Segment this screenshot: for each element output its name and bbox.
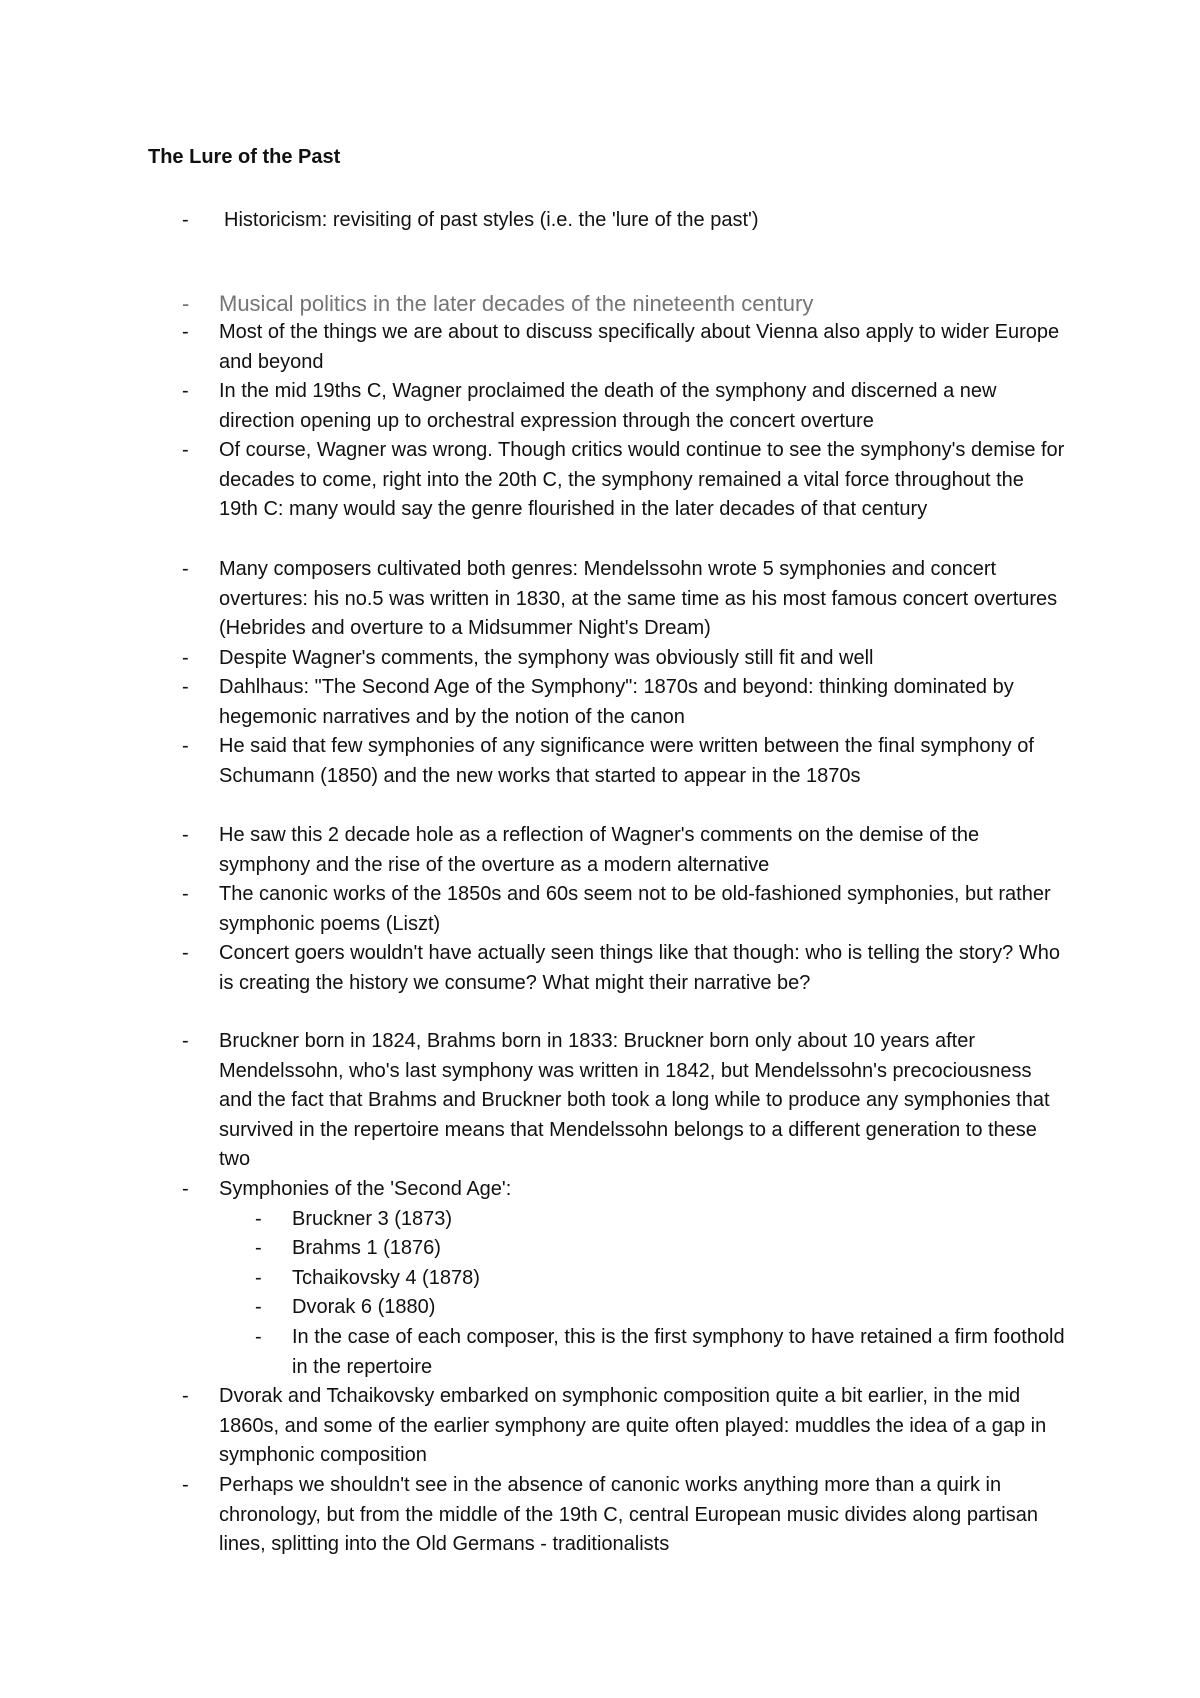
list-item <box>148 880 1068 939</box>
list-item <box>148 206 1068 236</box>
list-item-text: Bruckner born in 1824, Brahms born in 1833: Bruckner born only about 10 years after Mendelssohn, who's last symphony was written in 1842, but Mendelssohn's precociousness and the fact that Brahms and Bruckner both took a long while to produce any symphonies that survived in the repertoire means that Mendelssohn belongs to a different generation to these two <box>219 1030 1050 1170</box>
bullet-dash: - <box>182 1178 189 1200</box>
sub-list-item <box>148 1323 1068 1382</box>
bullet-dash: - <box>255 1296 262 1318</box>
bullet-dash: - <box>182 558 189 580</box>
list-item <box>148 1175 1068 1205</box>
list-item <box>148 1382 1068 1471</box>
list-item-text: He saw this 2 decade hole as a reflection of Wagner's comments on the demise of the symphony and the rise of the overture as a modern alternative <box>219 824 980 876</box>
bullet-dash: - <box>182 209 189 231</box>
bullet-dash: - <box>255 1237 262 1259</box>
list-item <box>148 377 1068 436</box>
bullet-dash: - <box>255 1267 262 1289</box>
list-item <box>148 732 1068 791</box>
list-item <box>148 436 1068 525</box>
list-item-text: Dahlhaus: "The Second Age of the Symphony": 1870s and beyond: thinking dominated by hegemonic narratives and by the notion of the canon <box>219 676 1014 728</box>
list-item-text: Of course, Wagner was wrong. Though critics would continue to see the symphony's demise for decades to come, right into the 20th C, the symphony remained a vital force throughout the 19th C: many would say the genre flourished in the later decades of that century <box>219 439 1065 520</box>
list-item <box>148 1471 1068 1560</box>
bullet-dash: - <box>182 1030 189 1052</box>
bullet-dash: - <box>182 1385 189 1407</box>
list-item <box>148 289 1068 319</box>
bullet-dash: - <box>182 380 189 402</box>
list-item-text: Most of the things we are about to discuss specifically about Vienna also apply to wider Europe and beyond <box>219 321 1060 373</box>
bullet-dash: - <box>182 883 189 905</box>
bullet-dash: - <box>182 942 189 964</box>
list-item-text: Symphonies of the 'Second Age': <box>219 1178 512 1200</box>
sub-list-item <box>148 1205 1068 1235</box>
list-item <box>148 555 1068 644</box>
bullet-dash: - <box>182 291 190 316</box>
list-item-text: Bruckner 3 (1873) <box>292 1208 453 1230</box>
list-item-text: Dvorak 6 (1880) <box>292 1296 436 1318</box>
list-item-text: In the mid 19ths C, Wagner proclaimed the death of the symphony and discerned a new direction opening up to orchestral expression through the concert overture <box>219 380 997 432</box>
list-item-text: Concert goers wouldn't have actually seen things like that though: who is telling the story? Who is creating the history we consume? What might their narrative be? <box>219 942 1060 994</box>
list-item <box>148 644 1068 674</box>
bullet-dash: - <box>182 1474 189 1496</box>
list-item-text: Historicism: revisiting of past styles (i.e. the 'lure of the past') <box>224 209 759 231</box>
page-title: The Lure of the Past <box>148 146 341 168</box>
bullet-dash: - <box>182 824 189 846</box>
list-item-text: Brahms 1 (1876) <box>292 1237 441 1259</box>
bullet-dash: - <box>182 439 189 461</box>
list-item-text: He said that few symphonies of any significance were written between the final symphony of Schumann (1850) and the new works that started to appear in the 1870s <box>219 735 1034 787</box>
bullet-dash: - <box>182 647 189 669</box>
sub-list-item <box>148 1293 1068 1323</box>
list-item-text: Dvorak and Tchaikovsky embarked on symphonic composition quite a bit earlier, in the mid 1860s, and some of the earlier symphony are quite often played: muddles the idea of a gap in symphonic composition <box>219 1385 1047 1466</box>
list-item <box>148 939 1068 998</box>
list-item-text: Musical politics in the later decades of the nineteenth century <box>219 291 814 316</box>
list-item-text: In the case of each composer, this is the first symphony to have retained a firm foothold in the repertoire <box>292 1326 1065 1378</box>
list-item-text: Many composers cultivated both genres: Mendelssohn wrote 5 symphonies and concert overtures: his no.5 was written in 1830, at the same time as his most famous concert overtures (Hebrides and overture to a Midsummer Night's Dream) <box>219 558 1058 639</box>
list-item <box>148 673 1068 732</box>
bullet-dash: - <box>255 1326 262 1348</box>
list-item-text: Tchaikovsky 4 (1878) <box>292 1267 480 1289</box>
sub-list-item <box>148 1264 1068 1294</box>
list-item-text: Despite Wagner's comments, the symphony was obviously still fit and well <box>219 647 874 669</box>
bullet-dash: - <box>182 676 189 698</box>
bullet-dash: - <box>182 321 189 343</box>
sub-list-item <box>148 1234 1068 1264</box>
list-item <box>148 1027 1068 1175</box>
list-item <box>148 821 1068 880</box>
bullet-dash: - <box>255 1208 262 1230</box>
list-item-text: Perhaps we shouldn't see in the absence of canonic works anything more than a quirk in chronology, but from the middle of the 19th C, central European music divides along partisan lines, splitting into the Old Germans - traditionalists <box>219 1474 1038 1555</box>
bullet-dash: - <box>182 735 189 757</box>
list-item-text: The canonic works of the 1850s and 60s seem not to be old-fashioned symphonies, but rather symphonic poems (Liszt) <box>219 883 1051 935</box>
list-item <box>148 318 1068 377</box>
